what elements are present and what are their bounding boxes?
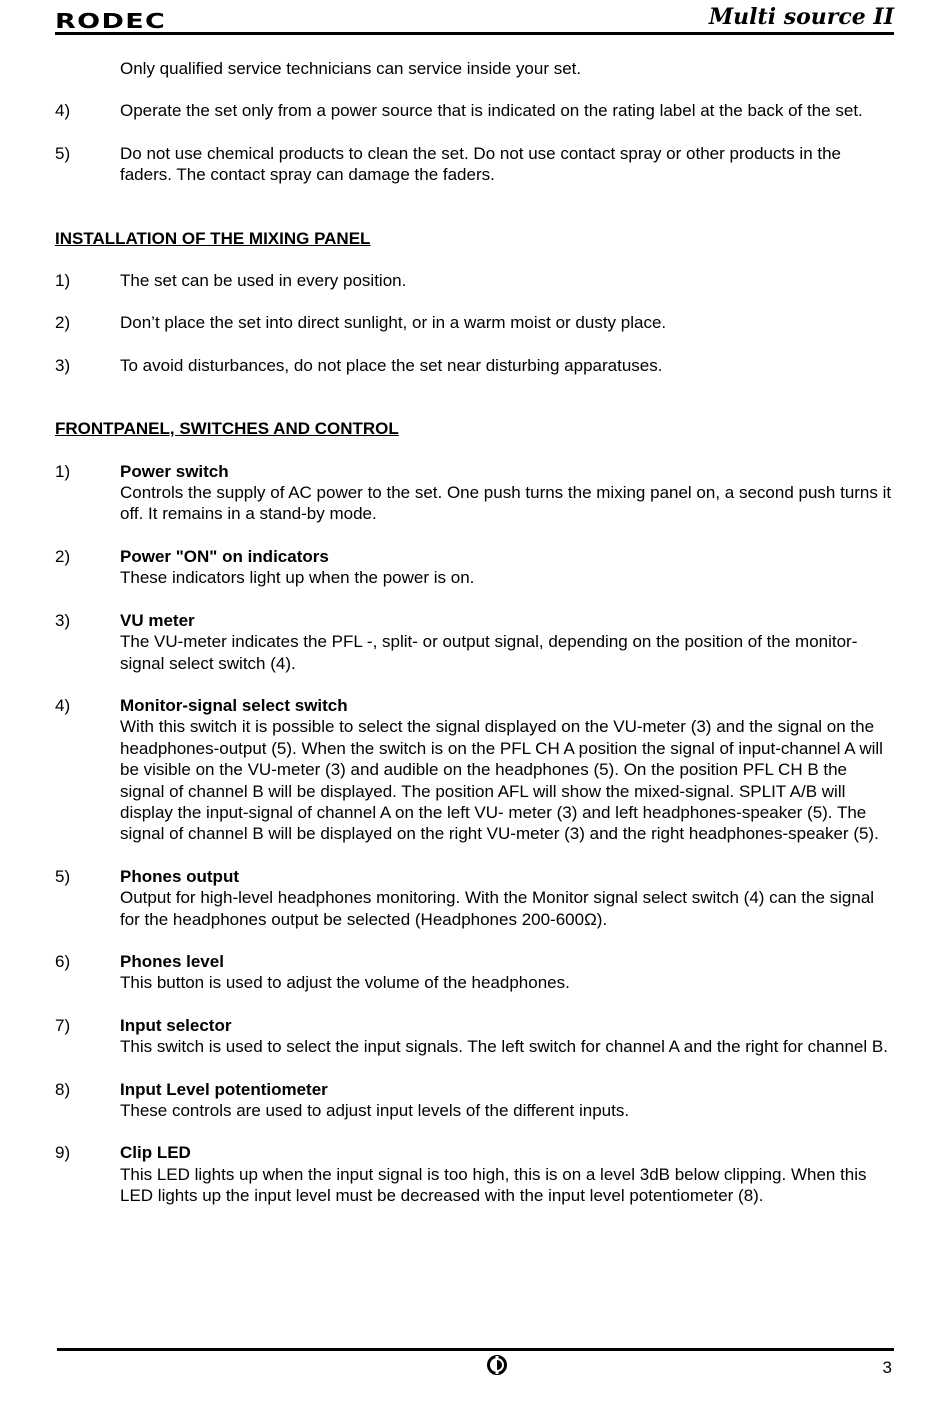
page-header [55,4,894,35]
item-text: Output for high-level headphones monitoring. With the Monitor signal select switch (4) can the signal for the headphones output be selected (Headphones 200-600Ω). [120,888,875,929]
item-title: Power switch [120,461,229,481]
item-text: To avoid disturbances, do not place the set near disturbing apparatuses. [120,355,663,375]
item-text: Operate the set only from a power source that is indicated on the rating label at the back of the set. [120,101,863,121]
item-number: 2) [55,546,71,566]
page-content [55,58,895,1207]
item-title: Input Level potentiometer [120,1079,328,1099]
item-title: Phones output [120,866,239,886]
item-number: 8) [55,1079,71,1099]
list-item [55,270,895,291]
list-item [55,355,895,376]
item-text: Don’t place the set into direct sunlight, or in a warm moist or dusty place. [120,313,667,333]
item-number: 4) [55,101,71,121]
section-heading-installation: INSTALLATION OF THE MIXING PANEL [55,228,371,248]
item-number: 6) [55,951,71,971]
item-number: 9) [55,1143,71,1163]
item-title: VU meter [120,610,195,630]
item-text: With this switch it is possible to select the signal displayed on the VU-meter (3) and the signal on the headphones-output (5). When the switch is on the PFL CH A position the signal of input-channel A will be visible on the VU-meter (3) and audible on the headphones (5). On the position PFL CH B the signal of channel B will be displayed. The position AFL will show the mixed-signal. SPLIT A/B will display the input-signal of channel A on the left VU- meter (3) and left headphones-speaker (5). The signal of channel B will be displayed on the right VU-meter (3) and the right headphones-speaker (5). [120,717,883,844]
item-text: Do not use chemical products to clean the set. Do not use contact spray or other products in the faders. The contact spray can damage the faders. [120,143,842,185]
list-item [55,610,895,674]
list-item [55,546,895,589]
section-heading-frontpanel: FRONTPANEL, SWITCHES AND CONTROL [55,419,399,439]
item-title: Power "ON" on indicators [120,546,329,566]
list-item [55,866,895,930]
rodec-logo-icon [486,1354,508,1376]
item-number: 5) [55,866,71,886]
list-item [55,312,895,333]
intro-continuation: Only qualified service technicians can service inside your set. [120,59,582,78]
product-name: Multi source II [708,4,894,30]
item-number: 3) [55,610,71,630]
list-item [55,143,895,186]
item-number: 1) [55,461,71,481]
item-number: 1) [55,271,71,291]
item-text: These controls are used to adjust input levels of the different inputs. [120,1101,630,1120]
item-title: Phones level [120,951,224,971]
list-item [55,951,895,994]
page-number: 3 [882,1358,892,1377]
footer-divider [57,1348,894,1351]
item-number: 5) [55,143,71,163]
list-item [55,100,895,121]
item-text: These indicators light up when the power is on. [120,568,475,588]
list-item [55,461,895,525]
item-title: Clip LED [120,1143,191,1163]
item-number: 4) [55,695,71,715]
item-number: 3) [55,355,71,375]
item-title: Monitor-signal select switch [120,695,348,715]
item-title: Input selector [120,1015,232,1035]
list-item [55,1142,895,1206]
list-item [55,1079,895,1122]
item-text: This button is used to adjust the volume of the headphones. [120,973,570,993]
item-text: The set can be used in every position. [120,271,407,291]
item-text: Controls the supply of AC power to the set. One push turns the mixing panel on, a second push turns it off. It remains in a stand-by mode. [120,483,892,524]
item-number: 7) [55,1015,71,1035]
item-number: 2) [55,313,71,333]
item-text: This LED lights up when the input signal is too high, this is on a level 3dB below clipping. When this LED lights up the input level must be decreased with the input level potentiometer (8). [120,1164,867,1206]
list-item [55,695,895,845]
list-item [55,1015,895,1058]
item-text: This switch is used to select the input signals. The left switch for channel A and the right for channel B. [120,1037,888,1057]
brand-logo: RODEC [55,9,167,33]
item-text: The VU-meter indicates the PFL -, split- or output signal, depending on the position of the monitor-signal select switch (4). [120,632,858,673]
